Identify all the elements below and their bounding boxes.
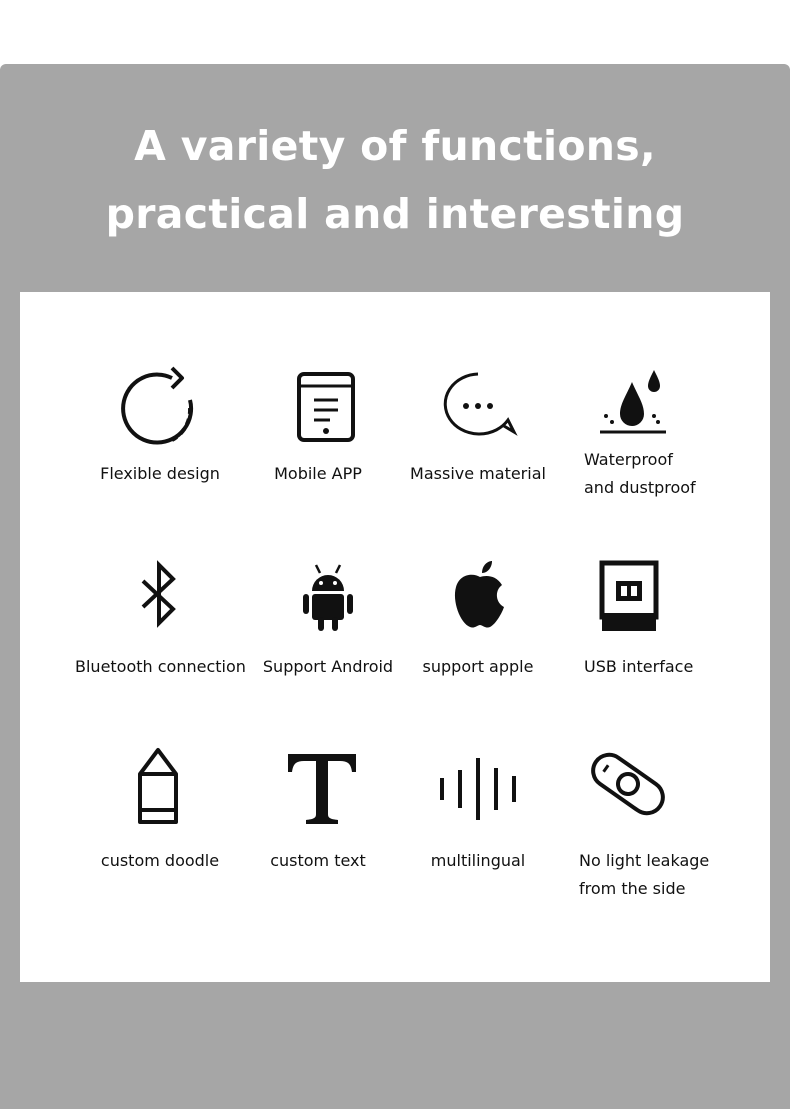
headline-line-2: practical and interesting bbox=[105, 190, 685, 238]
mobile-app-icon bbox=[292, 370, 362, 450]
pencil-icon bbox=[128, 746, 188, 826]
feature-label: multilingual bbox=[430, 851, 526, 870]
feature-label: Support Android bbox=[262, 657, 394, 676]
text-icon bbox=[282, 748, 362, 828]
feature-label-line-1: No light leakage bbox=[579, 851, 710, 870]
feature-label bbox=[584, 446, 696, 502]
feature-panel bbox=[20, 292, 770, 982]
feature-label: Massive material bbox=[410, 464, 546, 483]
feature-label: USB interface bbox=[584, 657, 694, 676]
chat-bubble-icon bbox=[438, 366, 518, 446]
android-icon bbox=[288, 557, 368, 637]
feature-label: custom text bbox=[270, 851, 366, 870]
light-leak-icon bbox=[583, 744, 673, 824]
feature-label: Mobile APP bbox=[274, 464, 362, 483]
feature-label: support apple bbox=[422, 657, 534, 676]
feature-label: Bluetooth connection bbox=[75, 657, 246, 676]
feature-label-line-2: from the side bbox=[579, 879, 686, 898]
feature-label: custom doodle bbox=[100, 851, 220, 870]
feature-label bbox=[579, 847, 709, 903]
bluetooth-icon bbox=[129, 557, 189, 637]
apple-icon bbox=[440, 557, 520, 637]
feature-label: Flexible design bbox=[100, 464, 220, 483]
soundwave-icon bbox=[436, 754, 526, 824]
rotate-icon bbox=[120, 358, 200, 448]
page-headline bbox=[0, 112, 790, 248]
usb-icon bbox=[596, 557, 666, 637]
feature-label-line-2: and dustproof bbox=[584, 478, 696, 497]
feature-label-line-1: Waterproof bbox=[584, 450, 673, 469]
headline-line-1: A variety of functions, bbox=[134, 122, 656, 170]
waterdrop-icon bbox=[596, 366, 676, 446]
